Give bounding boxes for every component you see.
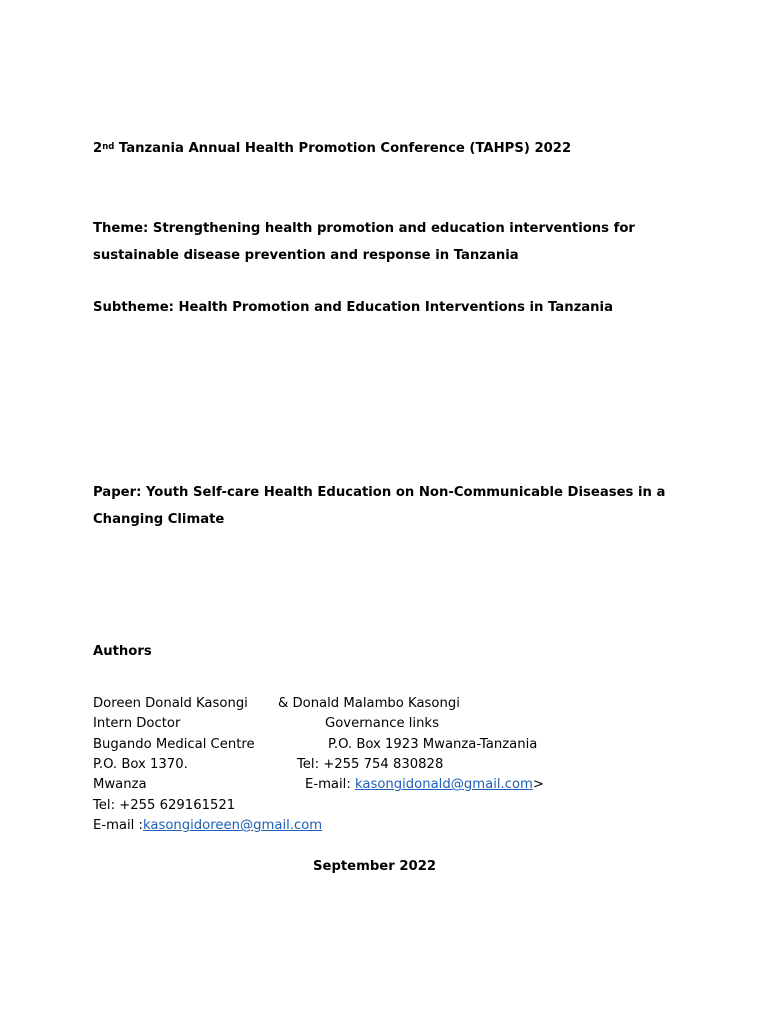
author1-city: Mwanza <box>93 777 147 792</box>
conference-title <box>93 139 571 159</box>
author2-tel: Tel: +255 754 830828 <box>297 757 444 772</box>
paper-title: Paper: Youth Self-care Health Education on Non-Communicable Diseases in a Changing Climate <box>93 485 666 527</box>
author1-email-line <box>93 817 322 835</box>
author2-name: & Donald Malambo Kasongi <box>278 696 460 711</box>
author2-email-label: E-mail: <box>305 777 355 792</box>
author2-organization: Governance links <box>325 716 439 731</box>
theme-text: Theme: Strengthening health promotion and education interventions for sustainable disease prevention and response in Tanzania <box>93 221 635 263</box>
conference-ordinal: 2 <box>93 141 103 156</box>
document-date: September 2022 <box>313 859 437 874</box>
author1-email-label: E-mail : <box>93 818 143 833</box>
author1-name: Doreen Donald Kasongi <box>93 696 248 711</box>
author1-tel: Tel: +255 629161521 <box>93 798 236 813</box>
author2-email-suffix: > <box>532 777 544 792</box>
subtheme-text: Subtheme: Health Promotion and Education Interventions in Tanzania <box>93 300 613 315</box>
author2-email-link[interactable]: kasongidonald@gmail.com <box>354 777 533 792</box>
author1-email-link[interactable]: kasongidoreen@gmail.com <box>142 818 323 833</box>
author1-role: Intern Doctor <box>93 716 181 731</box>
author2-email-line <box>305 776 544 794</box>
conference-title-text: Tanzania Annual Health Promotion Conference (TAHPS) 2022 <box>114 141 572 156</box>
author1-po-box: P.O. Box 1370. <box>93 757 188 772</box>
authors-heading: Authors <box>93 644 152 659</box>
conference-ordinal-suffix: nd <box>102 142 115 152</box>
author2-po-box: P.O. Box 1923 Mwanza-Tanzania <box>328 737 538 752</box>
author1-institution: Bugando Medical Centre <box>93 737 255 752</box>
